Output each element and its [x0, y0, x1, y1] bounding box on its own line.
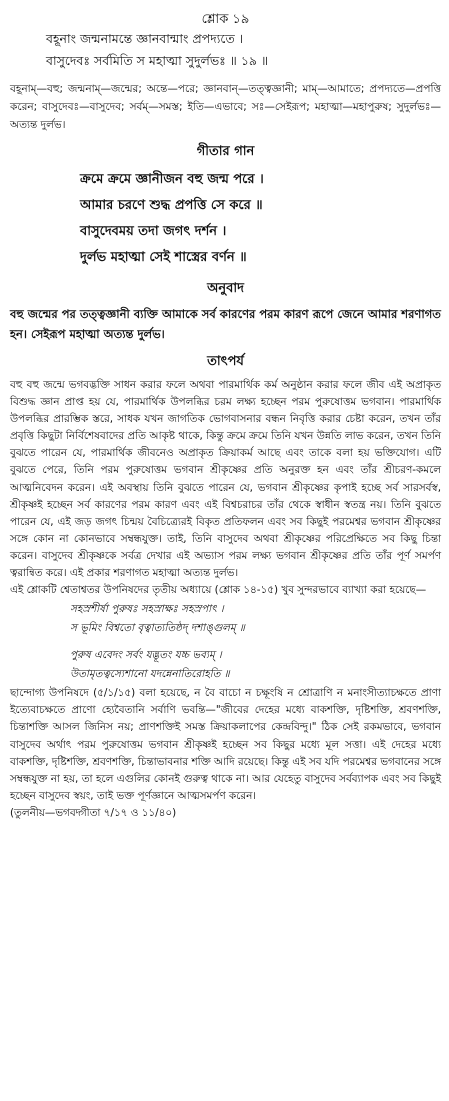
synonyms: বহূনাম্—বহু; জন্মনাম্—জন্মের; অন্তে—পরে; জ্ঞানবান্—তত্ত্বজ্ঞানী; মাম্—আমাতে; প্রপদ্যতে—প্রপত্তি করেন; বাসুদেবঃ—বাসুদেব; সর্বম্—সমস্ত; ইতি—এভাবে; সঃ—সেইরূপ; মহাত্মা—মহাপুরুষ; সুদুর্লভঃ—অত্যন্ত দুর্লভ।: [10, 83, 441, 131]
purport-paragraph: ছান্দোগ্য উপনিষদে (৫/১/১৫) বলা হয়েছে, ন বৈ বাচো ন চক্ষূংষি ন শ্রোত্রাণি ন মনাংসীত্যাচক্ষতে প্রাণা ইত্যেবাচক্ষতে প্রাণো হ্যেবৈতানি সর্বাণি ভবন্তি—"জীবের দেহের মধ্যে বাকশক্তি, দৃষ্টিশক্তি, শ্রবণশক্তি, চিন্তাশক্তি আসল জিনিস নয়; প্রাণশক্তিই সমস্ত ক্রিয়াকলাপের কেন্দ্রবিন্দু।" ঠিক সেই রকমভাবে, ভগবান বাসুদেব অর্থাৎ পরম পুরুষোত্তম ভগবান শ্রীকৃষ্ণই হচ্ছেন সব কিছুর মধ্যে মূল সত্তা। এই দেহের মধ্যে বাকশক্তি, দৃষ্টিশক্তি, শ্রবণশক্তি, চিন্তাভাবনার শক্তি আদি রয়েছে। কিন্তু এই সব যদি পরমেশ্বর ভগবানের সঙ্গে সম্বন্ধযুক্ত না হয়, তা হলে এগুলির কোনই গুরুত্ব থাকে না। আর যেহেতু বাসুদেব সর্বব্যাপক এবং সব কিছুই হচ্ছেন বাসুদেব স্বয়ং, তাই ভক্ত পূর্ণজ্ঞানে আত্মসমর্পণ করেন।: [10, 687, 441, 802]
song-line: আমার চরণে শুদ্ধ প্রপত্তি সে করে ॥: [80, 198, 263, 213]
purport-paragraph: বহু বহু জন্মে ভগবদ্ভক্তি সাধন করার ফলে অথবা পারমার্থিক কর্ম অনুষ্ঠান করার ফলে জীব এই অপ্রাকৃত বিশুদ্ধ জ্ঞান প্রাপ্ত হয় যে, পারমার্থিক উপলব্ধির চরম লক্ষ্য হচ্ছেন পরম পুরুষোত্তম ভগবান। পারমার্থিক উপলব্ধির প্রারম্ভিক স্তরে, সাধক যখন জাগতিক ভোগবাসনার বন্ধন নিবৃত্তি করার চেষ্টা করেন, তখন তাঁর প্রবৃত্তি কিছুটা নির্বিশেষবাদের প্রতি আকৃষ্ট থাকে, কিন্তু ক্রমে ক্রমে তিনি যখন উন্নতি লাভ করেন, তখন তিনি বুঝতে পারেন যে, পারমার্থিক জীবনেও অপ্রাকৃত ক্রিয়াকর্ম আছে এবং তাকে বলা হয় ভক্তিযোগ। এটি বুঝতে পেরে, তিনি পরম পুরুষোত্তম ভগবান শ্রীকৃষ্ণের প্রতি অনুরক্ত হন এবং তাঁর শ্রীচরণ-কমলে আত্মনিবেদন করেন। এই অবস্থায় তিনি বুঝতে পারেন যে, ভগবান শ্রীকৃষ্ণের কৃপাই হচ্ছে সর্ব সারসর্বস্ব, শ্রীকৃষ্ণই হচ্ছেন সর্ব কারণের পরম কারণ এবং এই বিশ্বচরাচর তাঁর থেকে স্বাধীন স্বতন্ত্র নয়। তিনি বুঝতে পারেন যে, এই জড় জগৎ চিন্ময় বৈচিত্র্যেরই বিকৃত প্রতিফলন এবং সব কিছুই পরমেশ্বর ভগবান শ্রীকৃষ্ণের সঙ্গে কোন না কোনভাবে সম্বন্ধযুক্ত। তাই, তিনি বাসুদেব অথবা শ্রীকৃষ্ণের পরিপ্রেক্ষিতে সব কিছু চিন্তা করেন। বাসুদেব শ্রীকৃষ্ণকে সর্বত্র দেখার এই অভ্যাস পরম লক্ষ্য ভগবান শ্রীকৃষ্ণের প্রতি তাঁর পূর্ণ সমর্পণ ত্বরান্বিত করে। এই প্রকার শরণাগত মহাত্মা অত্যন্ত দুর্লভ।: [10, 379, 441, 580]
song-line: বাসুদেবময় তদা জগৎ দর্শন ।: [80, 224, 227, 239]
upanishad-quote-line: উতামৃতত্বস্যেশানো যদন্নেনাতিরোহতি ॥: [70, 668, 230, 681]
upanishad-quote-line: সহস্রশীর্ষা পুরুষঃ সহস্রাক্ষঃ সহস্রপাৎ ।: [70, 603, 224, 616]
reference-note: (তুলনীয়—ভগবদ্গীতা ৭/১৭ ও ১১/৪০): [10, 806, 177, 819]
song-line: দুর্লভ মহাত্মা সেই শাস্ত্রের বর্ণন ॥: [80, 250, 247, 265]
purport: [10, 377, 441, 822]
verse-heading: শ্লোক ১৯: [201, 12, 250, 27]
purport-title: তাৎপর্য: [207, 354, 244, 369]
translation-text: বহু জন্মের পর তত্ত্বজ্ঞানী ব্যক্তি আমাকে সর্ব কারণের পরম কারণ রূপে জেনে আমার শরণাগত হন। সেইরূপ মহাত্মা অত্যন্ত দুর্লভ।: [10, 307, 441, 341]
song-line: ক্রমে ক্রমে জ্ঞানীজন বহু জন্ম পরে ।: [80, 172, 264, 187]
verse-line: বাসুদেবঃ সর্বমিতি স মহাত্মা সুদুর্লভঃ ॥ ১৯ ॥: [46, 53, 269, 68]
translation-title: অনুবাদ: [207, 281, 244, 296]
verse-line: বহূনাং জন্মনামন্তে জ্ঞানবান্মাং প্রপদ্যতে ।: [46, 31, 244, 46]
upanishad-quote-line: পুরুষ এবেদং সর্বং যদ্ভূতং যচ্চ ভব্যম্ ।: [70, 649, 222, 662]
purport-paragraph: এই শ্লোকটি শ্বেতাশ্বতর উপনিষদের তৃতীয় অধ্যায়ে (শ্লোক ১৪-১৫) খুব সুন্দরভাবে ব্যাখ্যা করা হয়েছে—: [10, 584, 427, 597]
sanskrit-verse: [10, 28, 441, 72]
upanishad-quote-line: স ভূমিং বিশ্বতো বৃত্বাত্যতিষ্ঠদ্ দশাঙ্গুলম্ ॥: [70, 622, 245, 635]
song-title: গীতার গান: [196, 144, 255, 159]
gitar-gaan-verse: [10, 167, 441, 271]
